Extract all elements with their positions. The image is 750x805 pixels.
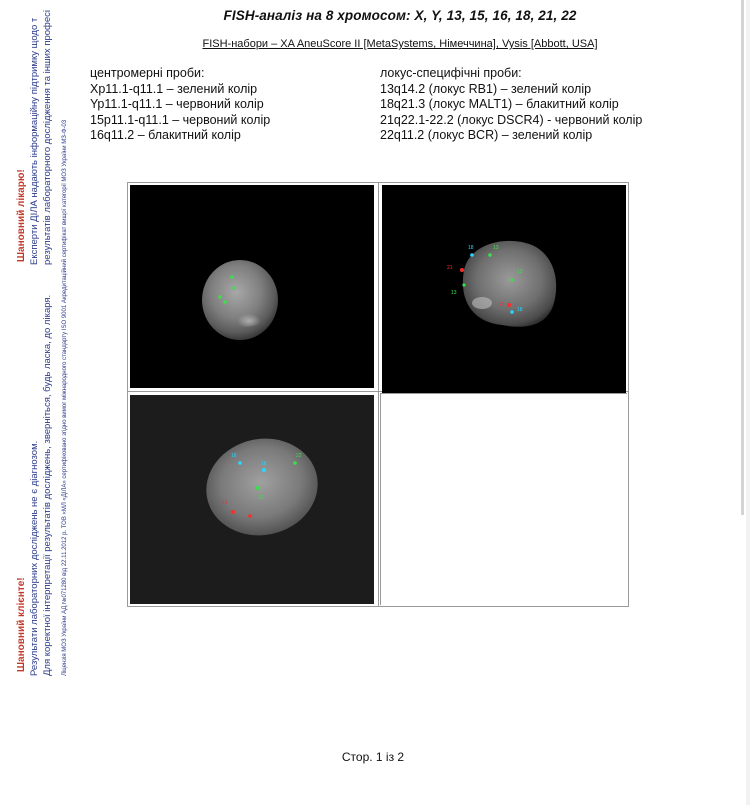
signal-label: 13 [517,269,523,275]
signal-label: 16 [231,453,237,459]
fish-signal-green [256,486,260,490]
patient-heading: Шановний клієнте! [16,577,27,672]
fish-image-xy-nucleus [130,185,374,388]
kit-subtitle: FISH-набори – XA AneuScore II [MetaSystems, Німеччина], Vysis [Abbott, USA] [202,38,598,50]
fish-signal-green [223,300,227,304]
signal-label: 13 [493,245,499,251]
fish-signal-cyan [238,461,242,465]
fish-signal-red [507,303,511,307]
signal-label: 21 [499,302,505,308]
fish-image-grid [127,182,629,607]
centromeric-item: Yp11.1-q11.1 – червоний колір [90,97,264,111]
patient-line-1: Результати лабораторних досліджень не є діагнозом. [29,440,40,676]
centromeric-item: 16q11.2 – блакитний колір [90,128,241,142]
locus-item: 21q22.1-22.2 (локус DSCR4) - червоний колір [380,112,643,127]
doctor-line-2: результатів лабораторного дослідження та інших професі [42,10,53,265]
signal-label: 22 [296,453,302,459]
fish-signal-red [460,268,464,272]
signal-label: 21 [447,265,453,271]
fish-signal-green [488,253,492,257]
locus-item: 18q21.3 (локус MALT1) – блакитний колір [380,97,619,111]
fish-signal-green [462,283,465,286]
fish-signal-cyan [262,468,266,472]
page-edge-shadow [746,0,750,805]
fish-signal-green [510,278,513,281]
empty-image-cell [380,393,627,605]
fish-signal-cyan [510,310,514,314]
fish-signal-red [231,510,235,514]
locus-item: 13q14.2 (локус RB1) – зелений колір [380,81,592,96]
locus-item: 22q11.2 (локус BCR) – зелений колір [380,128,593,142]
centromeric-probes [90,66,270,144]
signal-label: 13 [451,290,457,296]
fish-image-15-16-22-nucleus [130,395,374,604]
page-title: FISH-аналіз на 8 хромосом: X, Y, 13, 15, 16, 18, 21, 22 [223,8,577,23]
page-number: Стор. 1 із 2 [341,750,405,764]
locus-heading: локус-специфічні проби: [380,66,522,80]
grid-divider-vertical [378,183,379,606]
doctor-line-1: Експерти ДІЛА надають інформаційну підтримку щодо т [29,17,40,265]
centromeric-heading: центромерні проби: [90,66,205,80]
signal-label: 18 [468,245,474,251]
fish-signal-cyan [470,253,474,257]
license-line: Ліцензія МОЗ України АД №071280 від 22.11.2012 р. ТОВ «МЛ «ДІЛА» сертифіковано згідно вимог міжнародного стандарту ISO 9001 Акредитаційний сертифікат вищої категорії МОЗ України МЗ-Ф-03 [62,119,68,676]
fish-image-13-18-21-nucleus [382,185,626,394]
patient-line-2: Для коректної інтерпретації результатів досліджень, зверніться, будь ласка, до лікаря. [42,294,53,676]
locus-probes [380,66,642,144]
page-edge-line [741,0,744,515]
fish-signal-red [248,514,252,518]
centromeric-item: 15p11.1-q11.1 – червоний колір [90,112,271,127]
signal-label: 18 [517,307,523,313]
fish-signal-green [293,461,297,465]
doctor-heading: Шановний лікарю! [16,169,27,262]
fish-signal-green [232,286,235,289]
signal-label: 16 [261,461,267,467]
fish-signal-green [218,295,222,299]
signal-label: 22 [258,495,264,501]
centromeric-item: Xp11.1-q11.1 – зелений колір [90,81,258,96]
signal-label: 15 [222,500,228,506]
fish-signal-green [230,275,234,279]
